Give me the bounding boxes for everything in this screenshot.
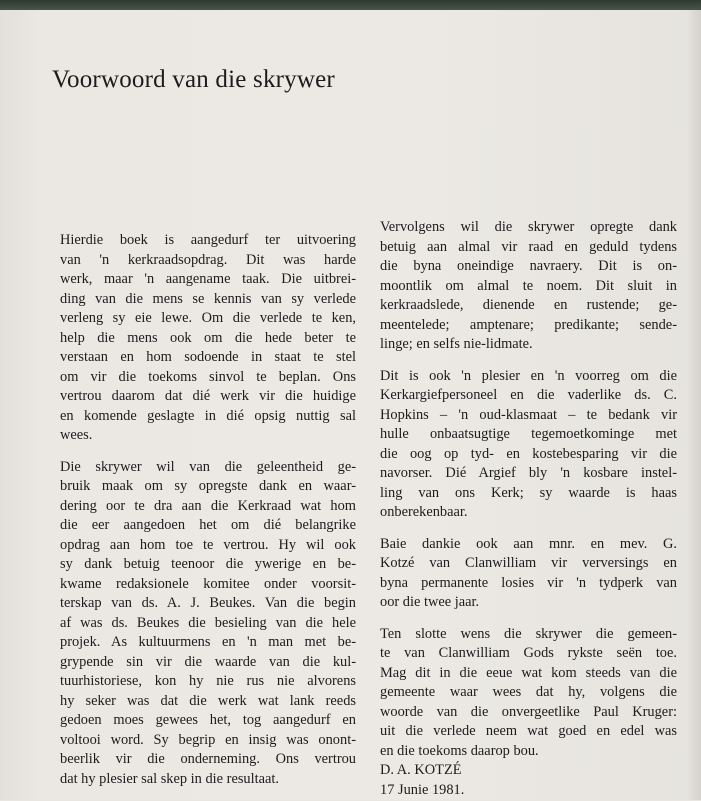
text-line: kerkraadslede, dienende en rustende; ge- — [380, 297, 677, 313]
text-line: af was ds. Beukes die besieling van die hele — [60, 614, 356, 631]
text-line: bruik maak om sy opregste dank en waar- — [60, 478, 356, 494]
text-line: vertrou daarom dat dié werk vir die huidige — [60, 388, 356, 404]
text-line: Mag dit in die eeue wat kom steeds van die — [380, 664, 677, 681]
text-line: Vervolgens wil die skrywer opregte dank — [380, 219, 677, 235]
text-line: Kotzé van Clanwilliam vir verversings en — [380, 555, 677, 571]
text-line: hulle onbaatsugtige tegemoetkominge met — [380, 426, 677, 442]
text-line: die byna oneindige navraery. Dit is on- — [380, 258, 677, 274]
text-line: Kerkargiefpersoneel en die vaderlike ds. C. — [380, 387, 677, 403]
text-line: verstaan en hom sodoende in staat te stel — [60, 349, 356, 365]
page-title: Voorwoord van die skrywer — [52, 66, 335, 93]
text-line: verleng sy eie lewe. Om die verlede te ken, — [60, 310, 356, 326]
paragraph — [380, 625, 677, 762]
text-line: wees. — [60, 427, 93, 443]
text-line: Ten slotte wens die skrywer die gemeen- — [380, 625, 677, 642]
text-line: tuurhistoriese, kon hy nie rus nie alvorens — [60, 673, 356, 689]
text-line: ling van ons Kerk; sy waarde is haas — [380, 484, 677, 501]
text-line: voltooi word. Sy begrip en insig was onont- — [60, 731, 356, 748]
text-line: dat hy plesier sal skep in die resultaat. — [60, 770, 279, 787]
paragraph — [60, 231, 356, 446]
text-line: gemeente waar wees dat hy, volgens die — [380, 684, 677, 700]
left-column — [60, 231, 356, 801]
page-shadow — [687, 10, 701, 800]
text-line: te van Clanwilliam Gods rykste seën toe. — [380, 645, 677, 661]
text-line: om vir die toekoms sinvol te beplan. Ons — [60, 368, 356, 385]
text-line: meentelede; amptenare; predikante; sende- — [380, 316, 677, 333]
text-line: opdrag aan hom toe te vertrou. Hy wil ook — [60, 536, 356, 553]
text-line: gedoen moes gewees het, tog aangedurf en — [60, 712, 356, 728]
right-column — [380, 218, 677, 800]
paragraph — [380, 218, 677, 355]
text-line: onberekenbaar. — [380, 504, 468, 520]
text-line: byna permanente losies vir 'n tydperk van — [380, 574, 677, 591]
text-line: die oog op tyd- en kostebesparing vir die — [380, 445, 677, 462]
text-line: Baie dankie ook aan mnr. en mev. G. — [380, 535, 677, 552]
text-line: betuig aan almal vir raad en geduld tydens — [380, 238, 677, 255]
paragraph — [380, 367, 677, 523]
text-line: terskap van ds. A. J. Beukes. Van die begin — [60, 595, 356, 611]
paragraph — [380, 535, 677, 613]
text-line: woorde van die onvergeetlike Paul Kruger: — [380, 703, 677, 720]
text-line: help die mens ook om die hede beter te — [60, 329, 356, 346]
text-line: en komende geslagte in dié opsig nuttig sal — [60, 407, 356, 424]
text-line: en die toekoms daarop bou. — [380, 742, 539, 759]
text-line: hy seker was dat die werk wat lank reeds — [60, 692, 356, 709]
text-line: oor die twee jaar. — [380, 594, 480, 610]
signature-date: 17 Junie 1981. — [380, 781, 465, 798]
text-line: Hopkins – 'n oud-klasmaat – te bedank vir — [380, 406, 677, 423]
text-line: sy dank betuig teenoor die ywerige en be- — [60, 556, 356, 572]
text-line: die eer aangedoen het om dié belangrike — [60, 517, 356, 533]
text-line: van 'n kerkraadsopdrag. Dit was harde — [60, 251, 356, 268]
text-line: werk, maar 'n aangename taak. Die uitbrei- — [60, 271, 356, 287]
text-line: Hierdie boek is aangedurf ter uitvoering — [60, 232, 356, 248]
paragraph — [60, 458, 356, 790]
text-line: linge; en selfs nie-lidmate. — [380, 336, 533, 352]
signature-name: D. A. KOTZÉ — [380, 762, 462, 778]
text-line: Dit is ook 'n plesier en 'n voorreg om die — [380, 367, 677, 384]
text-line: projek. As kultuurmens en 'n man met be- — [60, 634, 356, 650]
text-line: moontlik om almal te noem. Dit sluit in — [380, 277, 677, 294]
text-line: dering oor te dra aan die Kerkraad wat hom — [60, 497, 356, 514]
text-line: uit die verlede neem wat goed en edel was — [380, 723, 677, 739]
text-line: beerlik vir die onderneming. Ons vertrou — [60, 751, 356, 767]
text-line: ding van die mens se kennis van sy verlede — [60, 290, 356, 307]
text-line: kwame redaksionele komitee onder voorsit- — [60, 575, 356, 592]
text-line: grypende sin vir die waarde van die kul- — [60, 653, 356, 670]
book-top-edge — [0, 0, 701, 10]
text-line: Die skrywer wil van die geleentheid ge- — [60, 458, 356, 475]
text-line: navorser. Dié Argief bly 'n kosbare instel- — [380, 465, 677, 481]
